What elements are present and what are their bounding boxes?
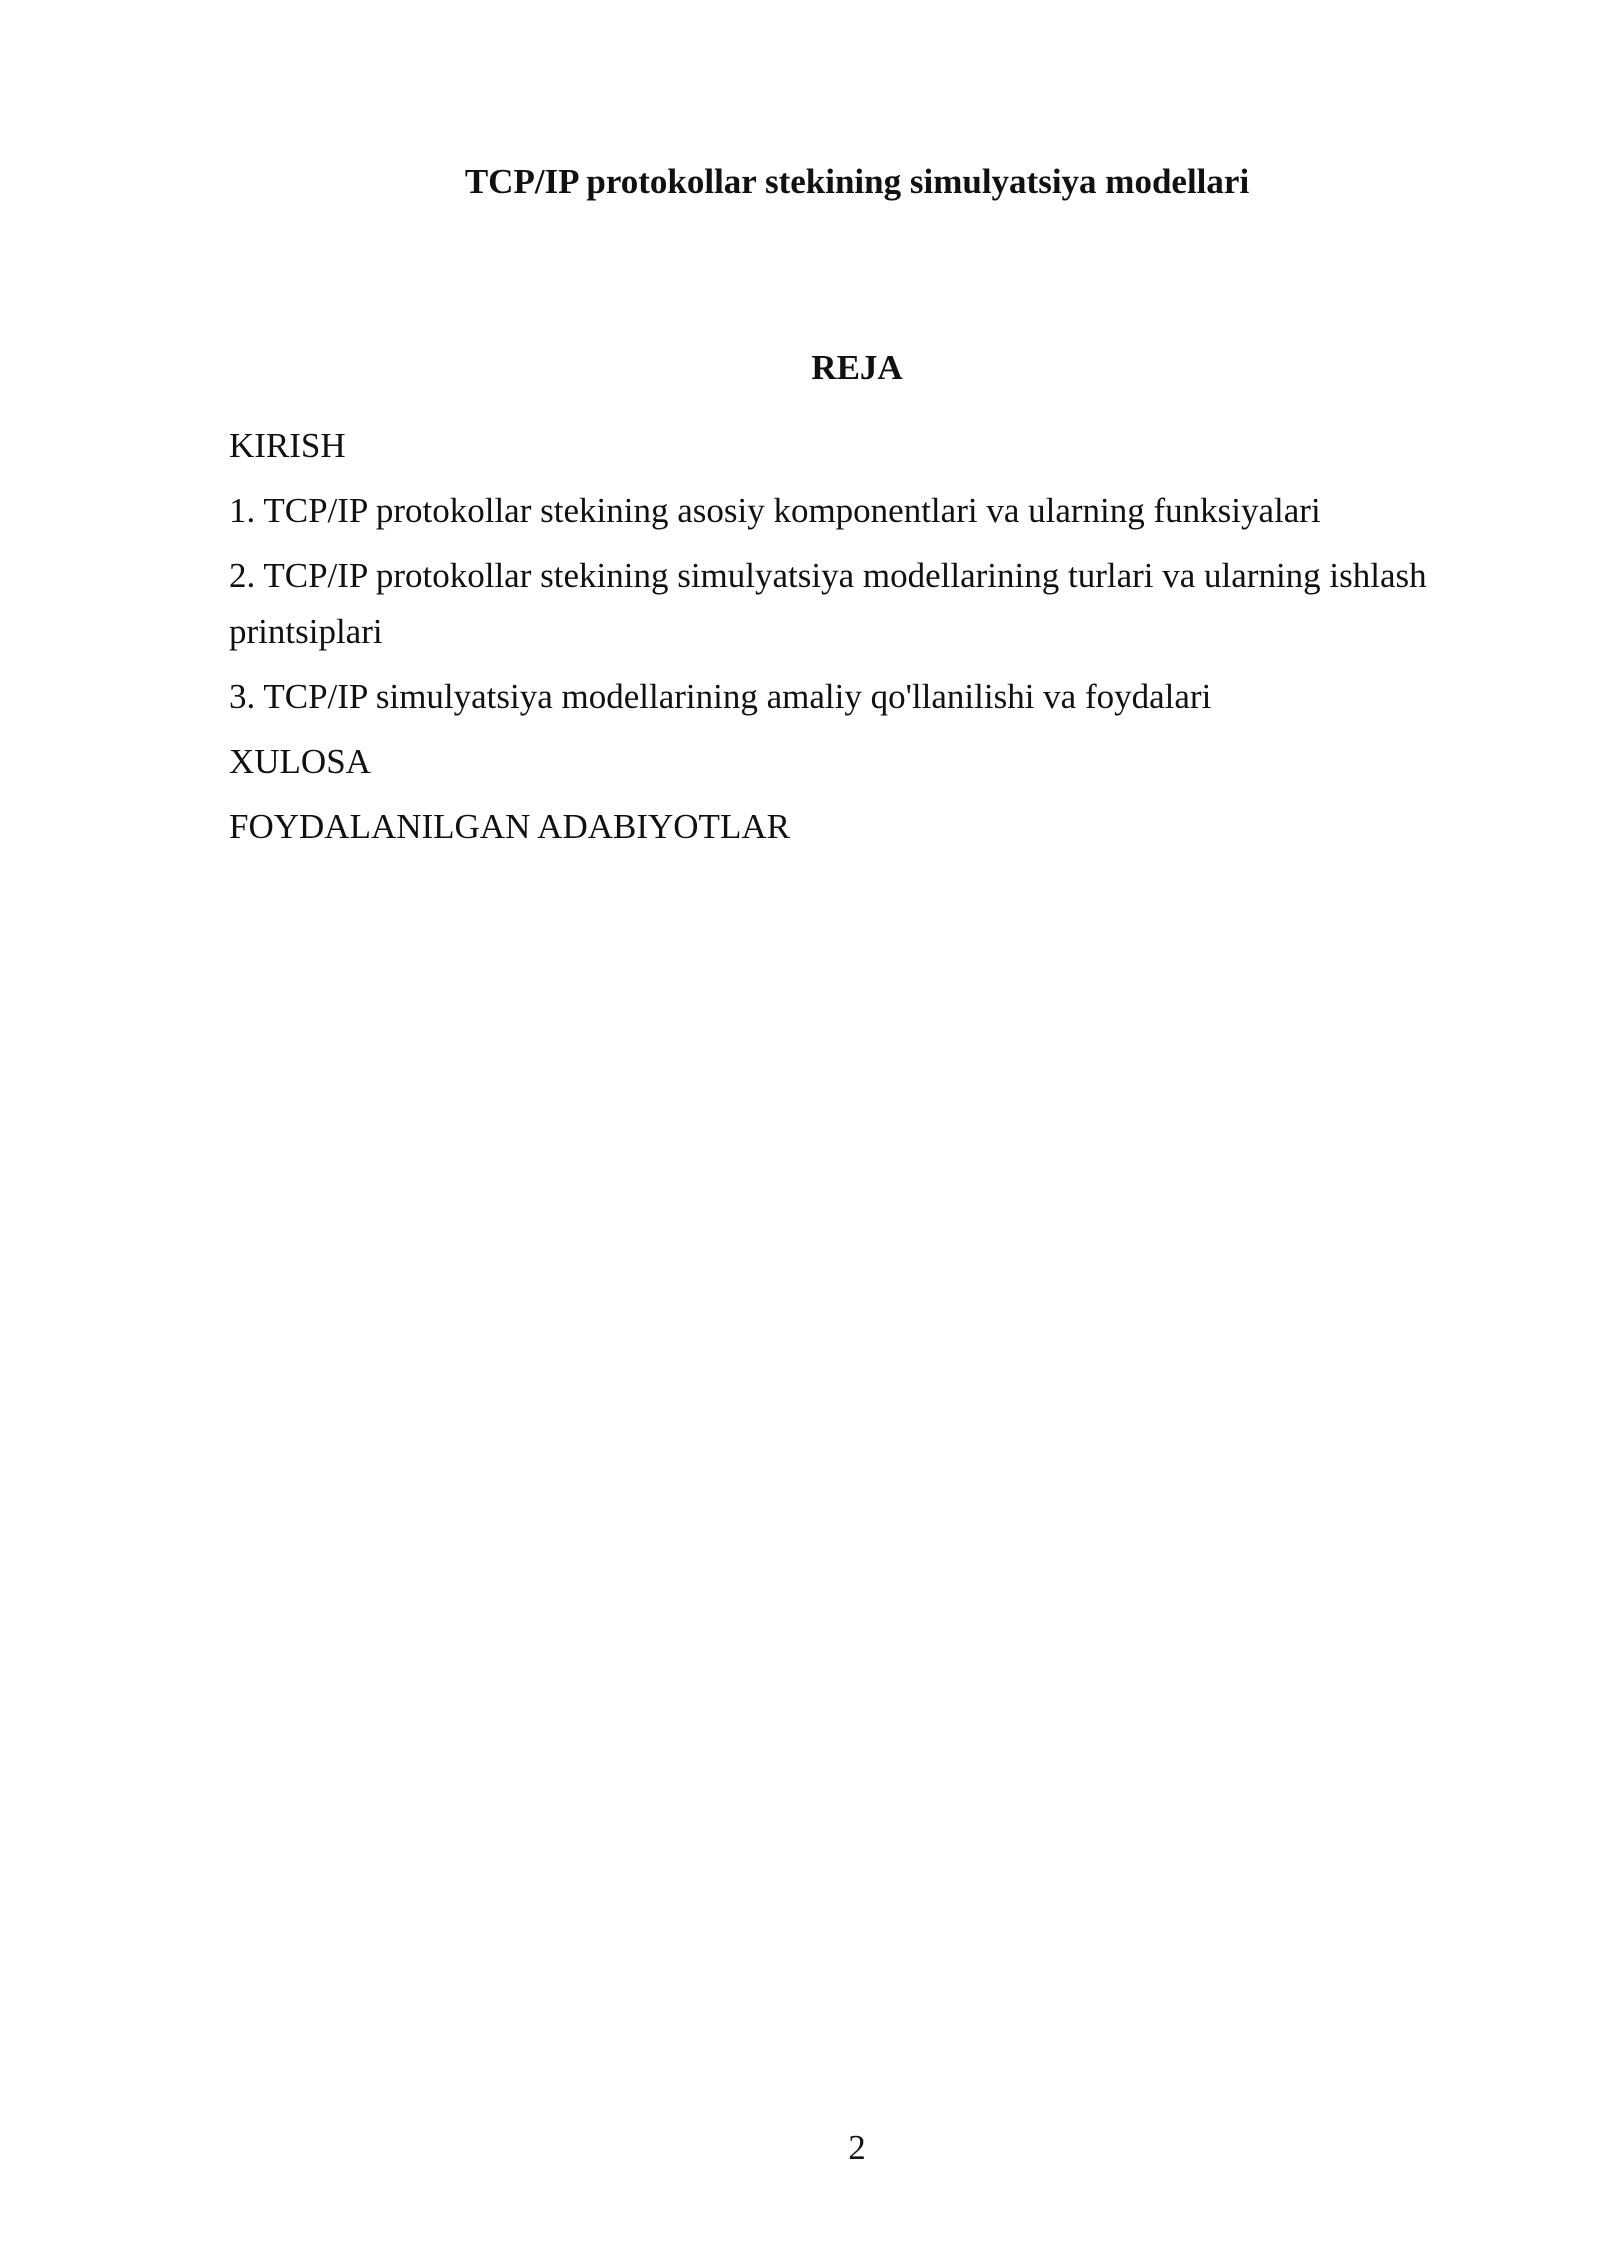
toc-item-references: FOYDALANILGAN ADABIYOTLAR <box>229 807 790 846</box>
toc-item-3: 3. TCP/IP simulyatsiya modellarining amaliy qo'llanilishi va foydalari <box>229 677 1212 716</box>
toc-item-conclusion: XULOSA <box>229 742 371 781</box>
page-number: 2 <box>848 2128 866 2167</box>
document-title: TCP/IP protokollar stekining simulyatsiya modellari <box>464 162 1250 201</box>
toc-item-2: 2. TCP/IP protokollar stekining simulyatsiya modellarining turlari va ularning ishlash printsiplari <box>229 556 1427 651</box>
toc-item-1: 1. TCP/IP protokollar stekining asosiy komponentlari va ularning funksiyalari <box>229 491 1321 530</box>
plan-heading: REJA <box>811 348 903 387</box>
toc-item-introduction: KIRISH <box>229 426 346 465</box>
table-of-contents <box>229 418 1429 864</box>
